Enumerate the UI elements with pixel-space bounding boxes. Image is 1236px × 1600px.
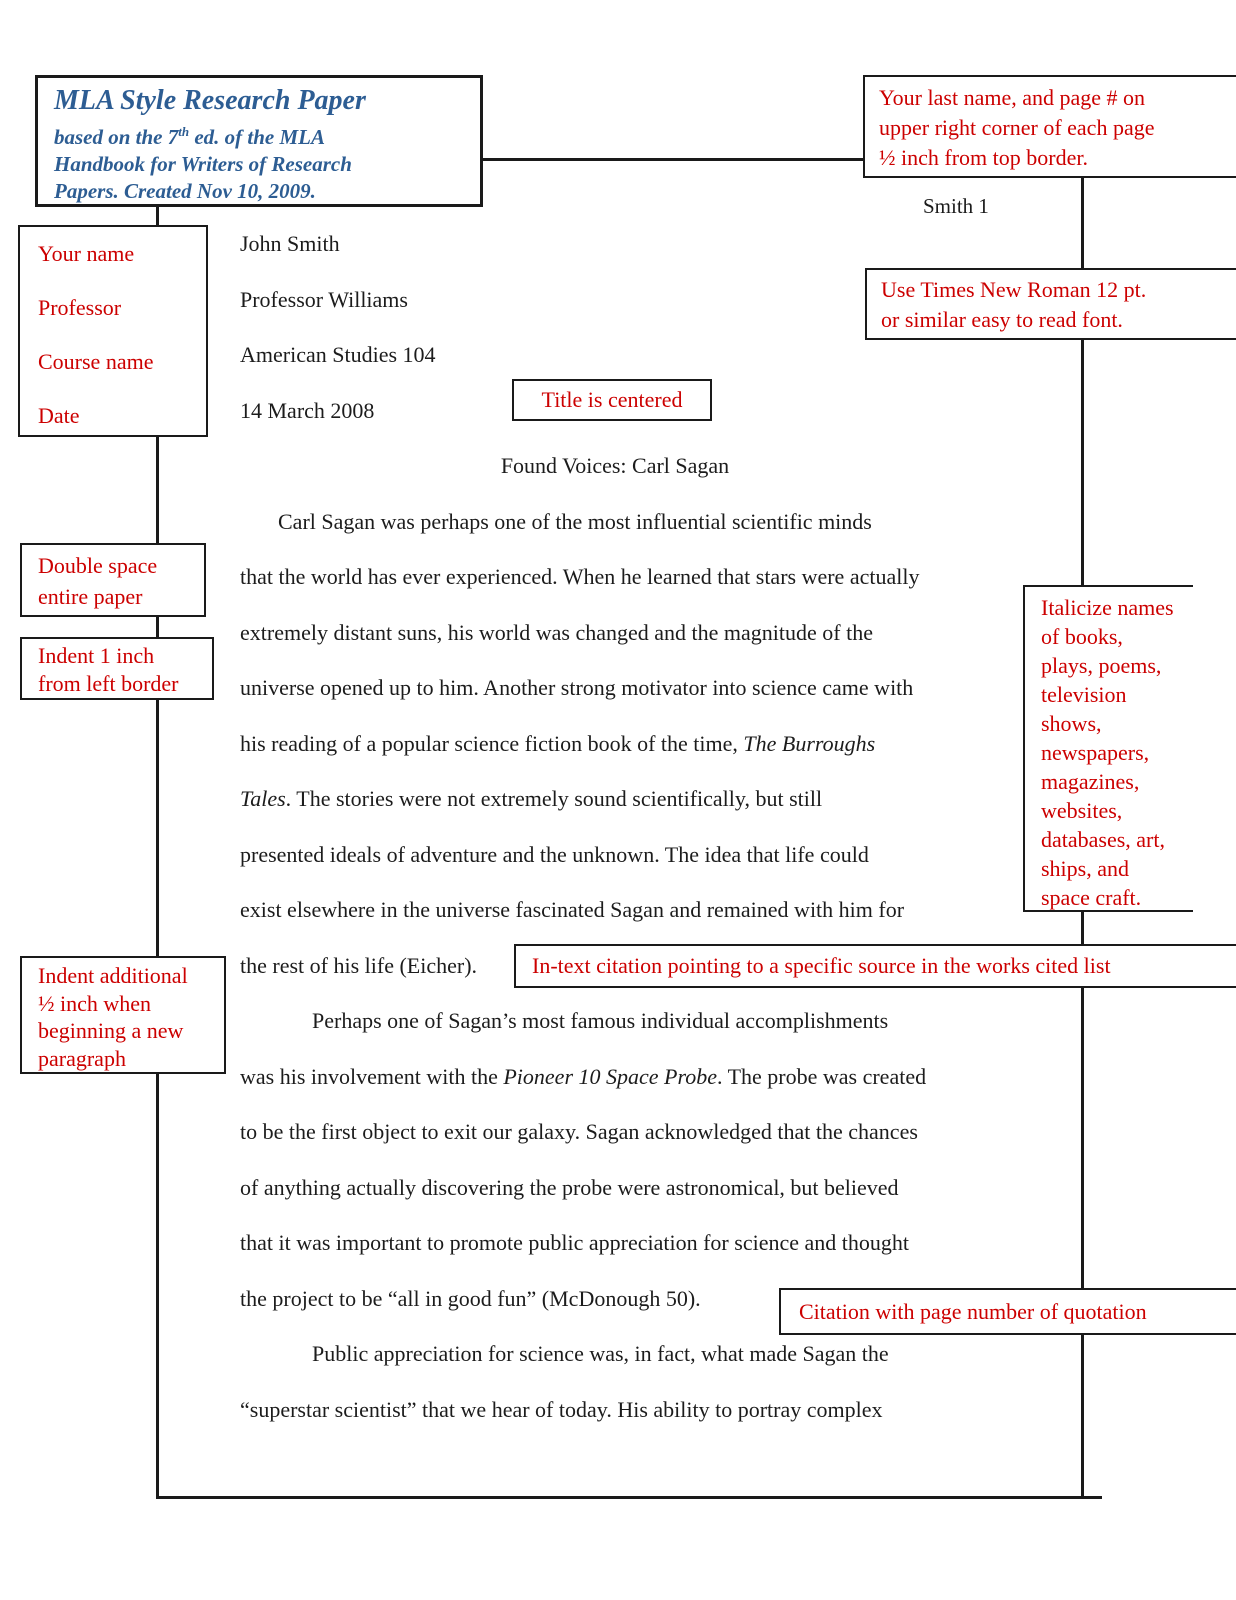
connector-infobox-to-heading-labels [156, 205, 159, 227]
para1-line: that the world has ever experienced. When he learned that stars were actually [240, 564, 920, 589]
annotation-double-space: Double space entire paper [20, 543, 206, 617]
para3-line: Public appreciation for science was, in fact, what made Sagan the [312, 1341, 889, 1366]
para2-line: of anything actually discovering the probe were astronomical, but believed [240, 1174, 899, 1200]
para2-line: was his involvement with the Pioneer 10 Space Probe. The probe was created [240, 1063, 927, 1089]
para1-line: Carl Sagan was perhaps one of the most influential scientific minds [278, 508, 872, 534]
annotation-italicize-names: Italicize names of books, plays, poems, television shows, newspapers, magazines, websites, databases, art, ships, and space craft. [1023, 585, 1193, 912]
para1-line: universe opened up to him. Another strong motivator into science came with [240, 675, 914, 700]
para3-line: “superstar scientist” that we hear of today. His ability to portray complex [240, 1396, 883, 1422]
info-box-line4: Papers. Created Nov 10, 2009. [54, 179, 316, 203]
bottom-border-line [156, 1496, 1102, 1499]
annotation-heading-labels: Your name Professor Course name Date [18, 225, 208, 437]
paper-body [240, 216, 1040, 1437]
info-box-title: MLA Style Research Paper [54, 85, 366, 116]
info-box-line2: based on the 7th ed. of the MLA [54, 124, 326, 149]
annotation-in-text-citation: In-text citation pointing to a specific source in the works cited list [514, 944, 1236, 988]
heading-course: American Studies 104 [240, 342, 436, 367]
para1-line: extremely distant suns, his world was changed and the magnitude of the [240, 619, 873, 645]
annotation-citation-page-number: Citation with page number of quotation [779, 1288, 1236, 1335]
para2-line: Perhaps one of Sagan’s most famous individual accomplishments [312, 1008, 889, 1033]
annotation-lastname-page-number: Your last name, and page # on upper right corner of each page ½ inch from top border. [863, 75, 1236, 178]
annotation-indent-additional: Indent additional ½ inch when beginning a new paragraph [20, 956, 226, 1074]
info-box-line3: Handbook for Writers of Research [54, 152, 352, 176]
para1-line: presented ideals of adventure and the unknown. The idea that life could [240, 841, 869, 867]
annotation-indent-1-inch: Indent 1 inch from left border [20, 637, 214, 700]
para2-line: the project to be “all in good fun” (McDonough 50). [240, 1285, 701, 1311]
superscript-th: th [178, 124, 190, 139]
heading-author: John Smith [240, 231, 340, 256]
info-box [35, 75, 483, 207]
para1-line: exist elsewhere in the universe fascinated Sagan and remained with him for [240, 897, 905, 922]
running-head-page-number: Smith 1 [923, 194, 989, 218]
connector-infobox-to-lastname-box [483, 158, 865, 161]
para1-line: Tales. The stories were not extremely sound scientifically, but still [240, 786, 823, 811]
para2-line: to be the first object to exit our galaxy. Sagan acknowledged that the chances [240, 1119, 918, 1144]
annotation-font-note: Use Times New Roman 12 pt. or similar easy to read font. [865, 268, 1236, 340]
paper-title: Found Voices: Carl Sagan [500, 453, 730, 478]
para2-line: that it was important to promote public appreciation for science and thought [240, 1230, 909, 1255]
para1-line: the rest of his life (Eicher). [240, 952, 478, 978]
heading-date: 14 March 2008 [240, 397, 375, 423]
para1-line: his reading of a popular science fiction book of the time, The Burroughs [240, 730, 876, 756]
annotation-title-centered: Title is centered [512, 379, 712, 421]
heading-professor: Professor Williams [240, 286, 408, 312]
